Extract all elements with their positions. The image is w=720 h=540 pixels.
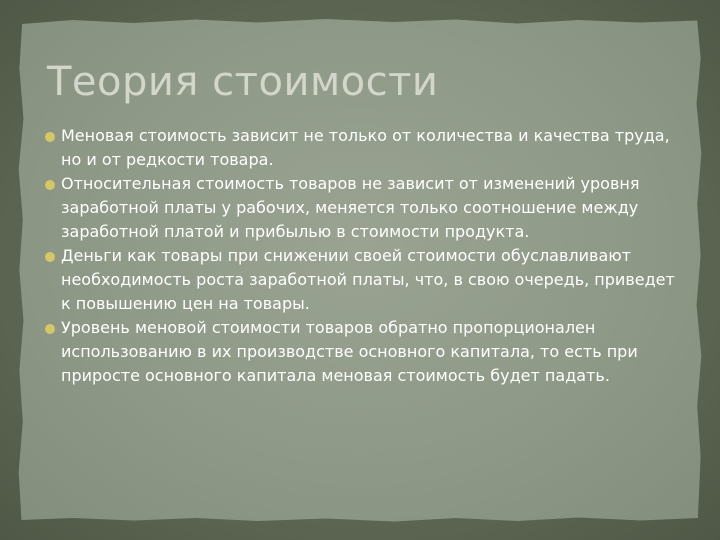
bullet-text: Относительная стоимость товаров не зависит от изменений уровня заработной платы у рабочих, меняется только соотношение между заработной платой и прибылью в стоимости продукта. (61, 174, 640, 241)
bullet-item (44, 316, 684, 388)
bullet-item (44, 172, 684, 244)
bullet-dot-icon (45, 132, 55, 142)
bullet-text: Деньги как товары при снижении своей стоимости обуславливают необходимость роста заработной платы, что, в свою очередь, приведет к повышению цен на товары. (61, 246, 675, 313)
bullet-text: Уровень меновой стоимости товаров обратно пропорционален использованию в их производстве основного капитала, то есть при приросте основного капитала меновая стоимость будет падать. (61, 318, 638, 385)
slide-title: Теория стоимости (47, 59, 439, 105)
bullet-item (44, 124, 684, 172)
bullet-item (44, 244, 684, 316)
bullet-text: Меновая стоимость зависит не только от количества и качества труда, но и от редкости товара. (61, 126, 670, 169)
bullet-dot-icon (45, 180, 55, 190)
bullet-list (44, 124, 684, 388)
bullet-dot-icon (45, 252, 55, 262)
bullet-dot-icon (45, 324, 55, 334)
